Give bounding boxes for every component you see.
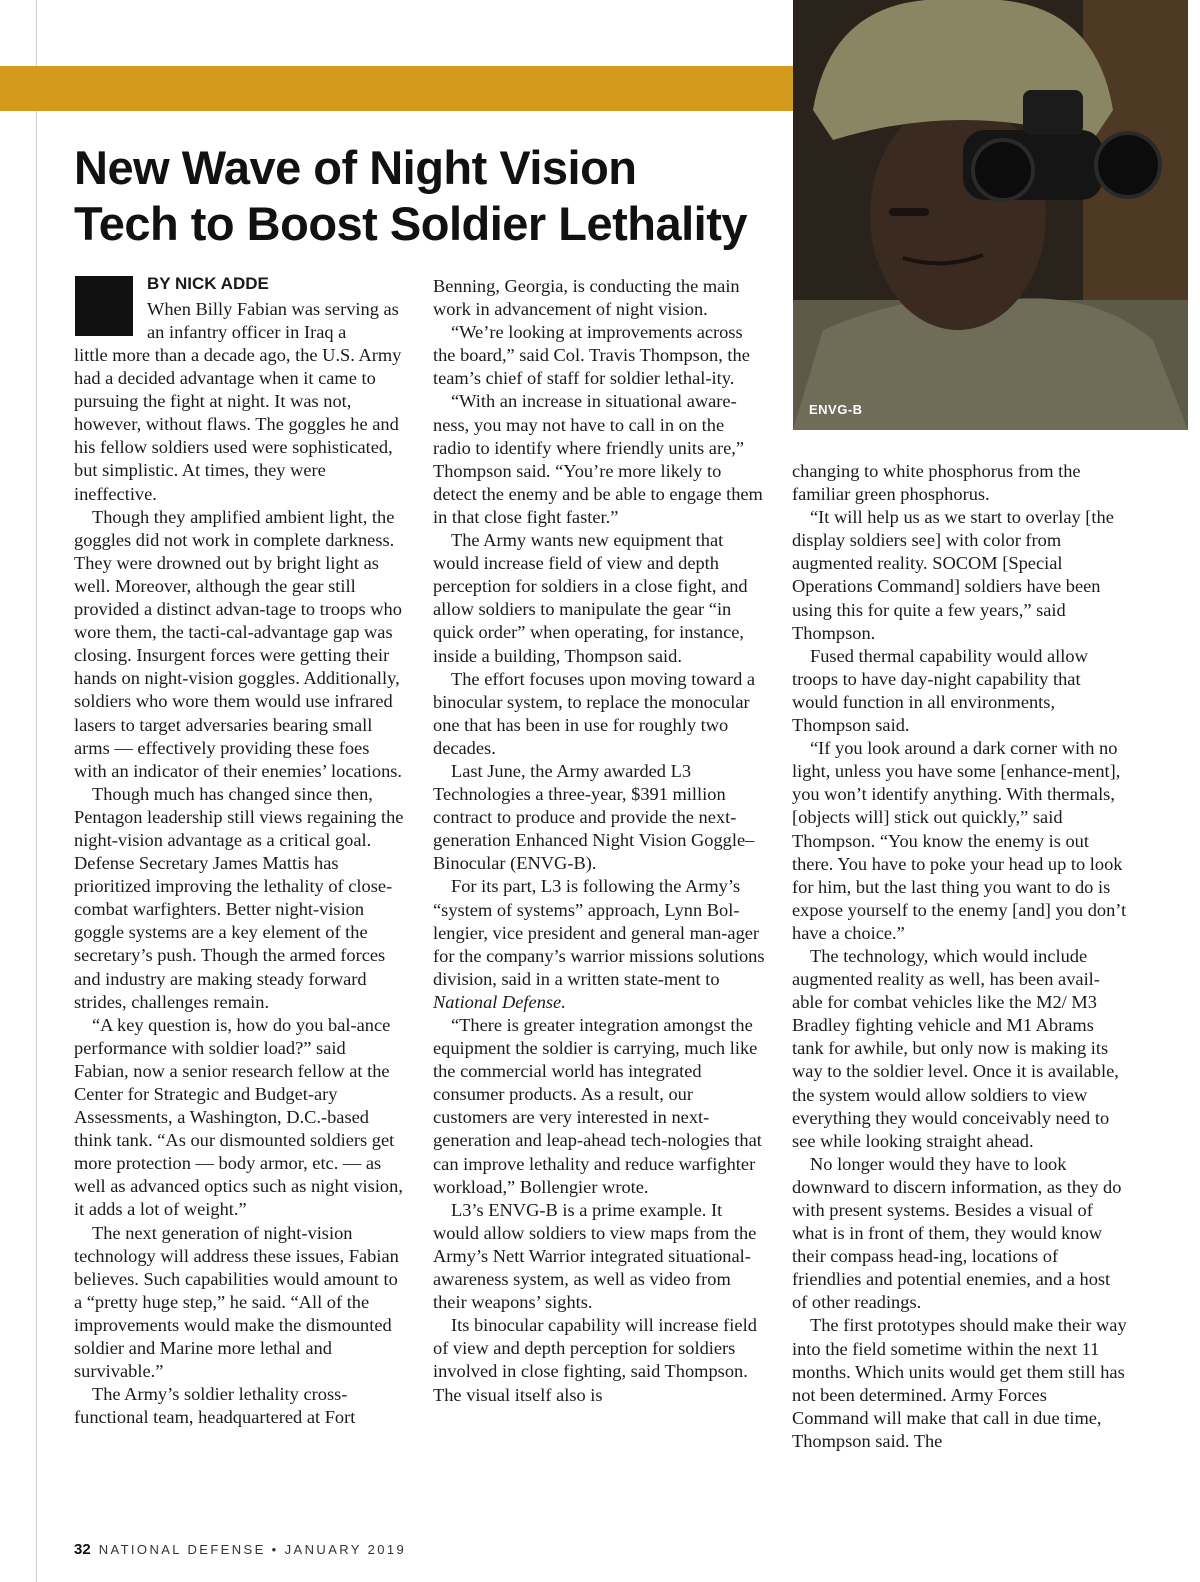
article-column-3: [792, 460, 1128, 1453]
title-line-2: Tech to Boost Soldier Lethality: [74, 197, 748, 250]
paragraph: “We’re looking at improvements across the board,” said Col. Travis Thompson, the team’s chief of staff for soldier lethal-ity.: [433, 322, 750, 389]
paragraph: Benning, Georgia, is conducting the main work in advancement of night vision.: [433, 276, 740, 320]
paragraph: No longer would they have to look downward to discern information, as they do with present systems. Besides a visual of what is in front of them, they would know their compass head-ing, locations of friendlies and potential enemies, and a host of other readings.: [792, 1153, 1122, 1313]
soldier-with-night-vision-illustration: [793, 0, 1188, 430]
page-title: [74, 140, 774, 252]
soldier-photo: [793, 0, 1188, 430]
title-line-1: New Wave of Night Vision: [74, 141, 637, 194]
paragraph: The Army’s soldier lethality cross-functional team, headquartered at Fort: [74, 1384, 356, 1428]
paragraph: “It will help us as we start to overlay [the display soldiers see] with color from augmented reality. SOCOM [Special Operations Command] soldiers have been using this for quite a few years,” said Thompson.: [792, 507, 1114, 643]
page-footer: [74, 1541, 406, 1558]
article-column-1: [74, 344, 404, 1429]
paragraph: The technology, which would include augmented reality as well, has been avail-able for combat vehicles like the M2/ M3 Bradley fighting vehicle and M1 Abrams tank for awhile, but only now is making its way to the soldier level. Once it is available, the system would allow soldiers to view everything they would conceivably need to see while looking straight ahead.: [792, 945, 1119, 1151]
paragraph-text: For its part, L3 is following the Army’s “system of systems” approach, Lynn Bol-lengier, vice president and general man-ager for the company’s warrior missions solutions division, said in a written state-ment to: [433, 876, 765, 989]
byline: BY NICK ADDE: [147, 274, 269, 293]
article-column-2: [433, 275, 765, 1407]
lead-paragraph: When Billy Fabian was serving as an infantry officer in Iraq a: [147, 299, 399, 343]
paragraph: “If you look around a dark corner with no light, unless you have some [enhance-ment], you won’t identify anything. With thermals, [objects will] stick out quickly,” said Thompson. “You know the enemy is out there. You have to poke your head up to look for him, but the last thing you want to do is expose yourself to the enemy [and] you don’t have a choice.”: [792, 738, 1127, 943]
paragraph: The first prototypes should make their way into the field sometime within the next 11 months. Which units would get them still has not been determined. Army Forces Command will make that call in due time, Thompson said. The: [792, 1315, 1127, 1451]
paragraph: [433, 875, 765, 1014]
paragraph: Its binocular capability will increase field of view and depth perception for soldiers involved in close fighting, said Thompson. The visual itself also is: [433, 1315, 757, 1405]
page-number: 32: [74, 1541, 91, 1558]
paragraph: The effort focuses upon moving toward a binocular system, to replace the monocular one that has been in use for roughly two decades.: [433, 668, 756, 758]
paragraph: L3’s ENVG-B is a prime example. It would allow soldiers to view maps from the Army’s Nett Warrior integrated situational-awareness system, as well as video from their weapons’ sights.: [433, 1199, 757, 1313]
paragraph: “With an increase in situational aware-ness, you may not have to call in on the radio to identify where friendly units are,” Thompson said. “You’re more likely to detect the enemy and be able to engage them in that close fight faster.”: [433, 391, 763, 527]
paragraph: little more than a decade ago, the U.S. Army had a decided advantage when it came to pursuing the fight at night. It was not, however, without flaws. The goggles he and his fellow soldiers used were sophisticated, but simplistic. At times, they were ineffective.: [74, 345, 402, 504]
paragraph: changing to white phosphorus from the familiar green phosphorus.: [792, 461, 1081, 505]
accent-bar: [0, 66, 793, 111]
drop-cap-block: [75, 276, 133, 336]
footer-text: NATIONAL DEFENSE • JANUARY 2019: [98, 1542, 407, 1557]
paragraph: The Army wants new equipment that would increase field of view and depth perception for soldiers in a close fight, and allow soldiers to manipulate the gear “in quick order” when operating, for instance, inside a building, Thompson said.: [433, 530, 748, 666]
paragraph: The next generation of night-vision technology will address these issues, Fabian believes. Such capabilities would amount to a “pretty huge step,” he said. “All of the improvements would make the dismounted soldier and Marine more lethal and survivable.”: [74, 1222, 399, 1382]
page-margin-rule: [36, 0, 37, 1582]
photo-caption: ENVG-B: [809, 402, 863, 417]
paragraph: “There is greater integration amongst the equipment the soldier is carrying, much like the commercial world has integrated consumer products. As a result, our customers are very interested in next-generation and leap-ahead tech-nologies that can improve lethality and reduce warfighter workload,” Bollengier wrote.: [433, 1015, 762, 1197]
paragraph: “A key question is, how do you bal-ance performance with soldier load?” said Fabian, now a senior research fellow at the Center for Strategic and Budget-ary Assessments, a Washington, D.C.-based think tank. “As our dismounted soldiers get more protection — body armor, etc. — as well as advanced optics such as night vision, it adds a lot of weight.”: [74, 1014, 403, 1220]
paragraph: Fused thermal capability would allow troops to have day-night capability that would function in all environments, Thompson said.: [792, 645, 1088, 736]
publication-name: National Defense.: [433, 991, 566, 1012]
paragraph: Though they amplified ambient light, the goggles did not work in complete darkness. They were drowned out by bright light as well. Moreover, although the gear still provided a distinct advan-tage to troops who wore them, the tacti-cal-advantage gap was closing. Insurgent forces were getting their hands on night-vision goggles. Additionally, soldiers who wore them would use infrared lasers to target adversaries bearing small arms — effectively providing these foes with an indicator of their enemies’ locations.: [74, 506, 403, 781]
paragraph: Though much has changed since then, Pentagon leadership still views regaining the night-vision advantage as a critical goal. Defense Secretary James Mattis has prioritized improving the lethality of close-combat warfighters. Better night-vision goggle systems are a key element of the secretary’s push. Though the armed forces and industry are making steady forward strides, challenges remain.: [74, 783, 404, 1012]
paragraph: Last June, the Army awarded L3 Technologies a three-year, $391 million contract to produce and provide the next-generation Enhanced Night Vision Goggle–Binocular (ENVG-B).: [433, 760, 755, 874]
